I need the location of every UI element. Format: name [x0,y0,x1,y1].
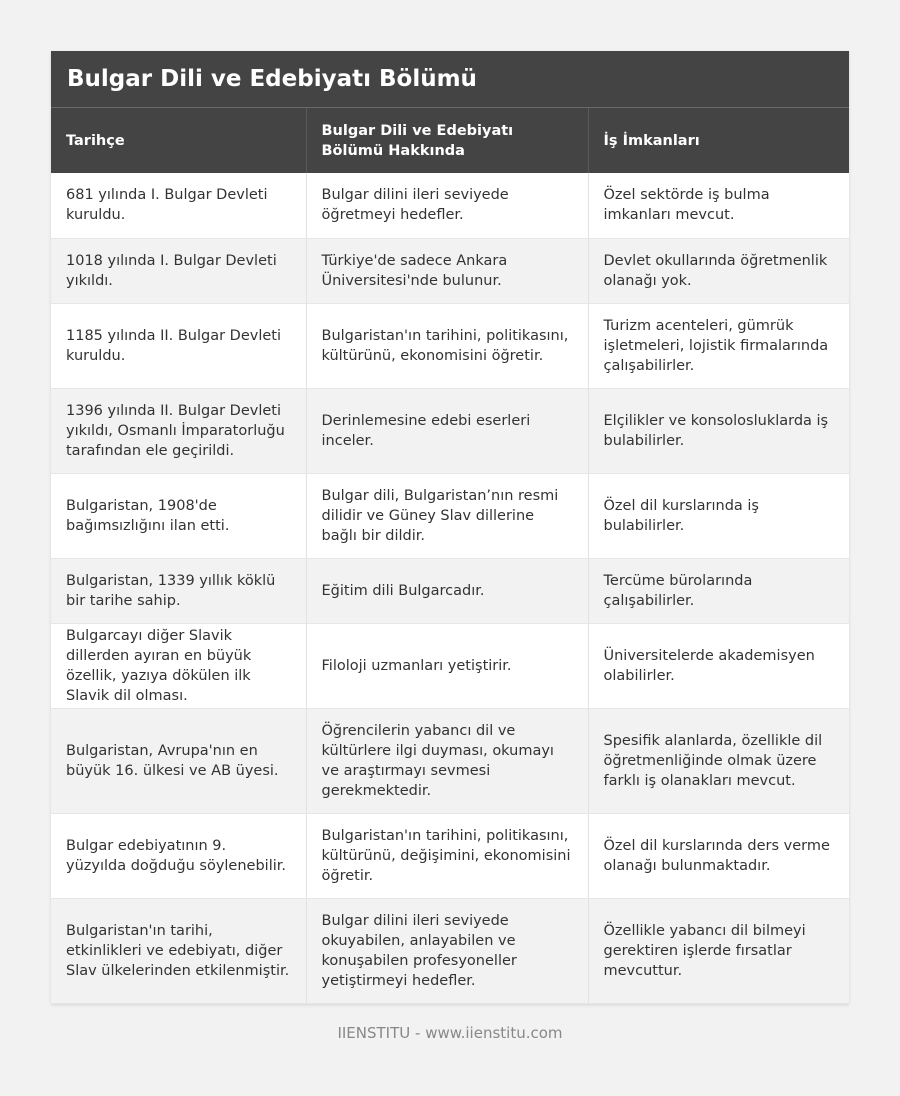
table-cell: Üniversitelerde akademisyen olabilirler. [588,623,849,708]
table-cell: Eğitim dili Bulgarcadır. [306,558,588,623]
column-header-history: Tarihçe [51,108,306,173]
table-cell: Bulgar dilini ileri seviyede okuyabilen, anlayabilen ve konuşabilen profesyoneller yetiştirmeyi hedefler. [306,898,588,1003]
table-cell: Tercüme bürolarında çalışabilirler. [588,558,849,623]
column-header-about: Bulgar Dili ve Edebiyatı Bölümü Hakkında [306,108,588,173]
table-cell: Bulgaristan, 1908'de bağımsızlığını ilan etti. [51,473,306,558]
table-cell: Özel dil kurslarında ders verme olanağı bulunmaktadır. [588,813,849,898]
table-row [51,558,849,623]
table-row [51,238,849,303]
table-row [51,623,849,708]
table-row [51,708,849,813]
table-cell: Derinlemesine edebi eserleri inceler. [306,388,588,473]
table-cell: Bulgar dilini ileri seviyede öğretmeyi hedefler. [306,173,588,238]
table-cell: Bulgaristan, 1339 yıllık köklü bir tarihe sahip. [51,558,306,623]
table-row [51,473,849,558]
table-cell: 1396 yılında II. Bulgar Devleti yıkıldı, Osmanlı İmparatorluğu tarafından ele geçirildi. [51,388,306,473]
table-cell: Devlet okullarında öğretmenlik olanağı yok. [588,238,849,303]
table-cell: Bulgar dili, Bulgaristan’nın resmi dilidir ve Güney Slav dillerine bağlı bir dildir. [306,473,588,558]
table-cell: Turizm acenteleri, gümrük işletmeleri, lojistik firmalarında çalışabilirler. [588,303,849,388]
table-cell: Öğrencilerin yabancı dil ve kültürlere ilgi duyması, okumayı ve araştırmayı sevmesi gerekmektedir. [306,708,588,813]
table-cell: Türkiye'de sadece Ankara Üniversitesi'nde bulunur. [306,238,588,303]
table-cell: Özel dil kurslarında iş bulabilirler. [588,473,849,558]
table-row [51,173,849,238]
table-cell: Elçilikler ve konsolosluklarda iş bulabilirler. [588,388,849,473]
table-cell: Filoloji uzmanları yetiştirir. [306,623,588,708]
table-cell: Bulgaristan'ın tarihini, politikasını, kültürünü, ekonomisini öğretir. [306,303,588,388]
table-cell: Bulgarcayı diğer Slavik dillerden ayıran en büyük özellik, yazıya dökülen ilk Slavik dil olması. [51,623,306,708]
table-cell: Bulgaristan'ın tarihi, etkinlikleri ve edebiyatı, diğer Slav ülkelerinden etkilenmiştir. [51,898,306,1003]
table-row [51,813,849,898]
table-cell: 1185 yılında II. Bulgar Devleti kuruldu. [51,303,306,388]
table-row [51,388,849,473]
table-cell: Bulgar edebiyatının 9. yüzyılda doğduğu söylenebilir. [51,813,306,898]
header-row [51,108,849,173]
table-card [51,51,849,1004]
data-table [51,108,849,1004]
table-cell: 681 yılında I. Bulgar Devleti kuruldu. [51,173,306,238]
table-cell: 1018 yılında I. Bulgar Devleti yıkıldı. [51,238,306,303]
footer-credit: IIENSTITU - www.iienstitu.com [337,1024,563,1042]
table-row [51,898,849,1003]
table-title: Bulgar Dili ve Edebiyatı Bölümü [51,51,849,108]
table-cell: Bulgaristan, Avrupa'nın en büyük 16. ülkesi ve AB üyesi. [51,708,306,813]
table-cell: Spesifik alanlarda, özellikle dil öğretmenliğinde olmak üzere farklı iş olanakları mevcut. [588,708,849,813]
table-row [51,303,849,388]
table-cell: Özellikle yabancı dil bilmeyi gerektiren işlerde fırsatlar mevcuttur. [588,898,849,1003]
table-cell: Özel sektörde iş bulma imkanları mevcut. [588,173,849,238]
column-header-jobs: İş İmkanları [588,108,849,173]
table-cell: Bulgaristan'ın tarihini, politikasını, kültürünü, değişimini, ekonomisini öğretir. [306,813,588,898]
